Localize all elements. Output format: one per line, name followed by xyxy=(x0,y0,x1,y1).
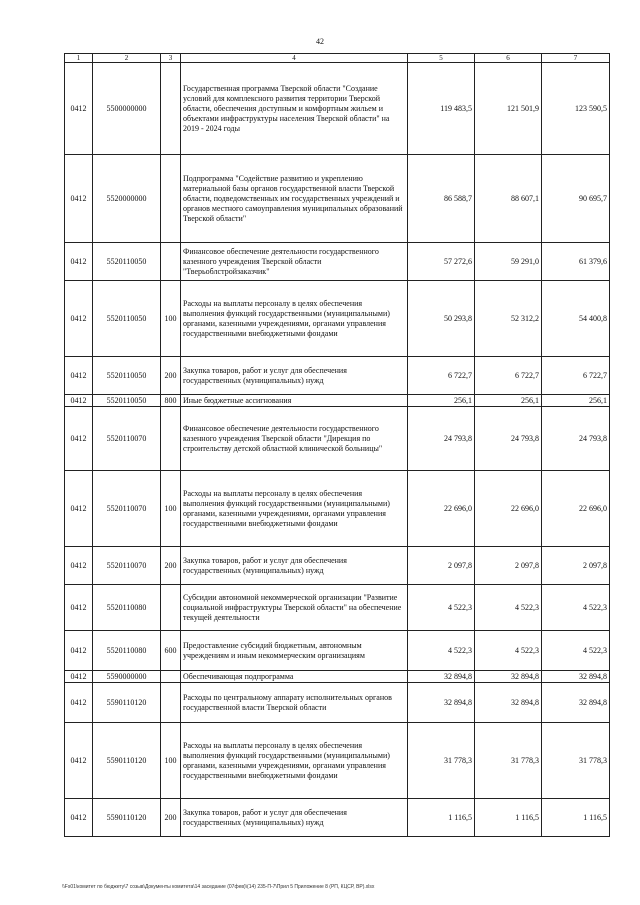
target-article-cell: 5590110120 xyxy=(93,723,161,799)
item-name-cell: Подпрограмма "Содействие развитию и укреплению материальной базы органов государственной власти Тверской области, подведомственных им государственных учреждений и органов местного самоуправления муниципальных образований Тверской области" xyxy=(181,155,408,243)
target-article-cell: 5520000000 xyxy=(93,155,161,243)
item-name-cell: Расходы на выплаты персоналу в целях обеспечения выполнения функций государственными (муниципальными) органами, казенными учреждениями, органами управления государственными внебюджетными фондами xyxy=(181,281,408,357)
amount-year1-cell: 24 793,8 xyxy=(408,407,475,471)
target-article-cell: 5590000000 xyxy=(93,671,161,683)
table-row xyxy=(65,671,610,683)
item-name-cell: Закупка товаров, работ и услуг для обеспечения государственных (муниципальных) нужд xyxy=(181,799,408,837)
header-cell: 1 xyxy=(65,54,93,63)
amount-year2-cell: 4 522,3 xyxy=(475,585,542,631)
amount-year3-cell: 2 097,8 xyxy=(542,547,610,585)
table-row xyxy=(65,395,610,407)
file-path-footer: \\Fs01\комитет по бюджету\7 созыв\Документы комитета\14 заседание (07фев)\(14) 235-П-7\Прил 5 Приложение 8 (РП, КЦСР, ВР).xlsx xyxy=(62,884,375,890)
table-row xyxy=(65,631,610,671)
amount-year2-cell: 32 894,8 xyxy=(475,671,542,683)
header-row xyxy=(65,54,610,63)
section-code-cell: 0412 xyxy=(65,407,93,471)
section-code-cell: 0412 xyxy=(65,723,93,799)
target-article-cell: 5520110070 xyxy=(93,407,161,471)
table-row xyxy=(65,683,610,723)
amount-year1-cell: 86 588,7 xyxy=(408,155,475,243)
expense-type-cell: 100 xyxy=(161,281,181,357)
amount-year2-cell: 256,1 xyxy=(475,395,542,407)
header-cell: 7 xyxy=(542,54,610,63)
target-article-cell: 5520110050 xyxy=(93,395,161,407)
amount-year1-cell: 256,1 xyxy=(408,395,475,407)
target-article-cell: 5520110050 xyxy=(93,357,161,395)
header-cell: 2 xyxy=(93,54,161,63)
target-article-cell: 5590110120 xyxy=(93,683,161,723)
item-name-cell: Расходы на выплаты персоналу в целях обеспечения выполнения функций государственными (муниципальными) органами, казенными учреждениями, органами управления государственными внебюджетными фондами xyxy=(181,471,408,547)
amount-year3-cell: 32 894,8 xyxy=(542,683,610,723)
amount-year2-cell: 1 116,5 xyxy=(475,799,542,837)
expense-type-cell xyxy=(161,155,181,243)
amount-year3-cell: 61 379,6 xyxy=(542,243,610,281)
target-article-cell: 5590110120 xyxy=(93,799,161,837)
amount-year2-cell: 32 894,8 xyxy=(475,683,542,723)
amount-year1-cell: 50 293,8 xyxy=(408,281,475,357)
item-name-cell: Закупка товаров, работ и услуг для обеспечения государственных (муниципальных) нужд xyxy=(181,547,408,585)
section-code-cell: 0412 xyxy=(65,671,93,683)
header-cell: 4 xyxy=(181,54,408,63)
target-article-cell: 5520110050 xyxy=(93,243,161,281)
amount-year2-cell: 31 778,3 xyxy=(475,723,542,799)
amount-year3-cell: 123 590,5 xyxy=(542,63,610,155)
target-article-cell: 5520110080 xyxy=(93,585,161,631)
item-name-cell: Расходы на выплаты персоналу в целях обеспечения выполнения функций государственными (муниципальными) органами, казенными учреждениями, органами управления государственными внебюджетными фондами xyxy=(181,723,408,799)
amount-year1-cell: 6 722,7 xyxy=(408,357,475,395)
section-code-cell: 0412 xyxy=(65,547,93,585)
table-row xyxy=(65,155,610,243)
expense-type-cell xyxy=(161,683,181,723)
amount-year2-cell: 24 793,8 xyxy=(475,407,542,471)
amount-year3-cell: 90 695,7 xyxy=(542,155,610,243)
target-article-cell: 5520110070 xyxy=(93,547,161,585)
section-code-cell: 0412 xyxy=(65,63,93,155)
table-row xyxy=(65,547,610,585)
amount-year2-cell: 6 722,7 xyxy=(475,357,542,395)
table-row xyxy=(65,281,610,357)
amount-year1-cell: 119 483,5 xyxy=(408,63,475,155)
amount-year1-cell: 4 522,3 xyxy=(408,631,475,671)
expense-type-cell xyxy=(161,407,181,471)
amount-year2-cell: 4 522,3 xyxy=(475,631,542,671)
amount-year1-cell: 32 894,8 xyxy=(408,683,475,723)
expense-type-cell: 200 xyxy=(161,357,181,395)
amount-year2-cell: 88 607,1 xyxy=(475,155,542,243)
amount-year1-cell: 22 696,0 xyxy=(408,471,475,547)
amount-year2-cell: 121 501,9 xyxy=(475,63,542,155)
budget-table xyxy=(64,53,610,837)
item-name-cell: Обеспечивающая подпрограмма xyxy=(181,671,408,683)
expense-type-cell: 800 xyxy=(161,395,181,407)
amount-year3-cell: 256,1 xyxy=(542,395,610,407)
table-row xyxy=(65,723,610,799)
item-name-cell: Расходы по центральному аппарату исполнительных органов государственной власти Тверской области xyxy=(181,683,408,723)
target-article-cell: 5520110070 xyxy=(93,471,161,547)
item-name-cell: Субсидии автономной некоммерческой организации "Развитие социальной инфраструктуры Тверской области" на обеспечение текущей деятельности xyxy=(181,585,408,631)
section-code-cell: 0412 xyxy=(65,243,93,281)
amount-year3-cell: 31 778,3 xyxy=(542,723,610,799)
expense-type-cell: 200 xyxy=(161,799,181,837)
header-cell: 5 xyxy=(408,54,475,63)
amount-year3-cell: 6 722,7 xyxy=(542,357,610,395)
item-name-cell: Финансовое обеспечение деятельности государственного казенного учреждения Тверской области "Тверьоблстройзаказчик" xyxy=(181,243,408,281)
expense-type-cell: 200 xyxy=(161,547,181,585)
amount-year2-cell: 2 097,8 xyxy=(475,547,542,585)
expense-type-cell: 100 xyxy=(161,471,181,547)
item-name-cell: Иные бюджетные ассигнования xyxy=(181,395,408,407)
item-name-cell: Государственная программа Тверской области "Создание условий для комплексного развития территории Тверской области, обеспечения доступным и комфортным жильем и объектами инфраструктуры населения Тверской области" на 2019 - 2024 годы xyxy=(181,63,408,155)
amount-year2-cell: 59 291,0 xyxy=(475,243,542,281)
section-code-cell: 0412 xyxy=(65,155,93,243)
expense-type-cell: 100 xyxy=(161,723,181,799)
amount-year3-cell: 32 894,8 xyxy=(542,671,610,683)
header-cell: 6 xyxy=(475,54,542,63)
item-name-cell: Предоставление субсидий бюджетным, автономным учреждениям и иным некоммерческим организациям xyxy=(181,631,408,671)
amount-year3-cell: 24 793,8 xyxy=(542,407,610,471)
item-name-cell: Закупка товаров, работ и услуг для обеспечения государственных (муниципальных) нужд xyxy=(181,357,408,395)
expense-type-cell xyxy=(161,585,181,631)
section-code-cell: 0412 xyxy=(65,357,93,395)
expense-type-cell xyxy=(161,63,181,155)
table-row xyxy=(65,799,610,837)
table-row xyxy=(65,471,610,547)
target-article-cell: 5500000000 xyxy=(93,63,161,155)
amount-year3-cell: 22 696,0 xyxy=(542,471,610,547)
target-article-cell: 5520110080 xyxy=(93,631,161,671)
section-code-cell: 0412 xyxy=(65,585,93,631)
amount-year3-cell: 4 522,3 xyxy=(542,631,610,671)
section-code-cell: 0412 xyxy=(65,631,93,671)
amount-year2-cell: 52 312,2 xyxy=(475,281,542,357)
target-article-cell: 5520110050 xyxy=(93,281,161,357)
amount-year3-cell: 1 116,5 xyxy=(542,799,610,837)
amount-year3-cell: 54 400,8 xyxy=(542,281,610,357)
expense-type-cell xyxy=(161,243,181,281)
section-code-cell: 0412 xyxy=(65,471,93,547)
expense-type-cell: 600 xyxy=(161,631,181,671)
amount-year3-cell: 4 522,3 xyxy=(542,585,610,631)
section-code-cell: 0412 xyxy=(65,683,93,723)
expense-type-cell xyxy=(161,671,181,683)
table-row xyxy=(65,63,610,155)
amount-year1-cell: 31 778,3 xyxy=(408,723,475,799)
table-row xyxy=(65,407,610,471)
section-code-cell: 0412 xyxy=(65,395,93,407)
amount-year1-cell: 2 097,8 xyxy=(408,547,475,585)
item-name-cell: Финансовое обеспечение деятельности государственного казенного учреждения Тверской области "Дирекция по строительству детской областной клинической больницы" xyxy=(181,407,408,471)
amount-year1-cell: 57 272,6 xyxy=(408,243,475,281)
amount-year1-cell: 1 116,5 xyxy=(408,799,475,837)
section-code-cell: 0412 xyxy=(65,799,93,837)
header-cell: 3 xyxy=(161,54,181,63)
table-row xyxy=(65,243,610,281)
table-row xyxy=(65,357,610,395)
section-code-cell: 0412 xyxy=(65,281,93,357)
table-row xyxy=(65,585,610,631)
amount-year2-cell: 22 696,0 xyxy=(475,471,542,547)
amount-year1-cell: 32 894,8 xyxy=(408,671,475,683)
amount-year1-cell: 4 522,3 xyxy=(408,585,475,631)
page-number: 42 xyxy=(316,37,324,46)
